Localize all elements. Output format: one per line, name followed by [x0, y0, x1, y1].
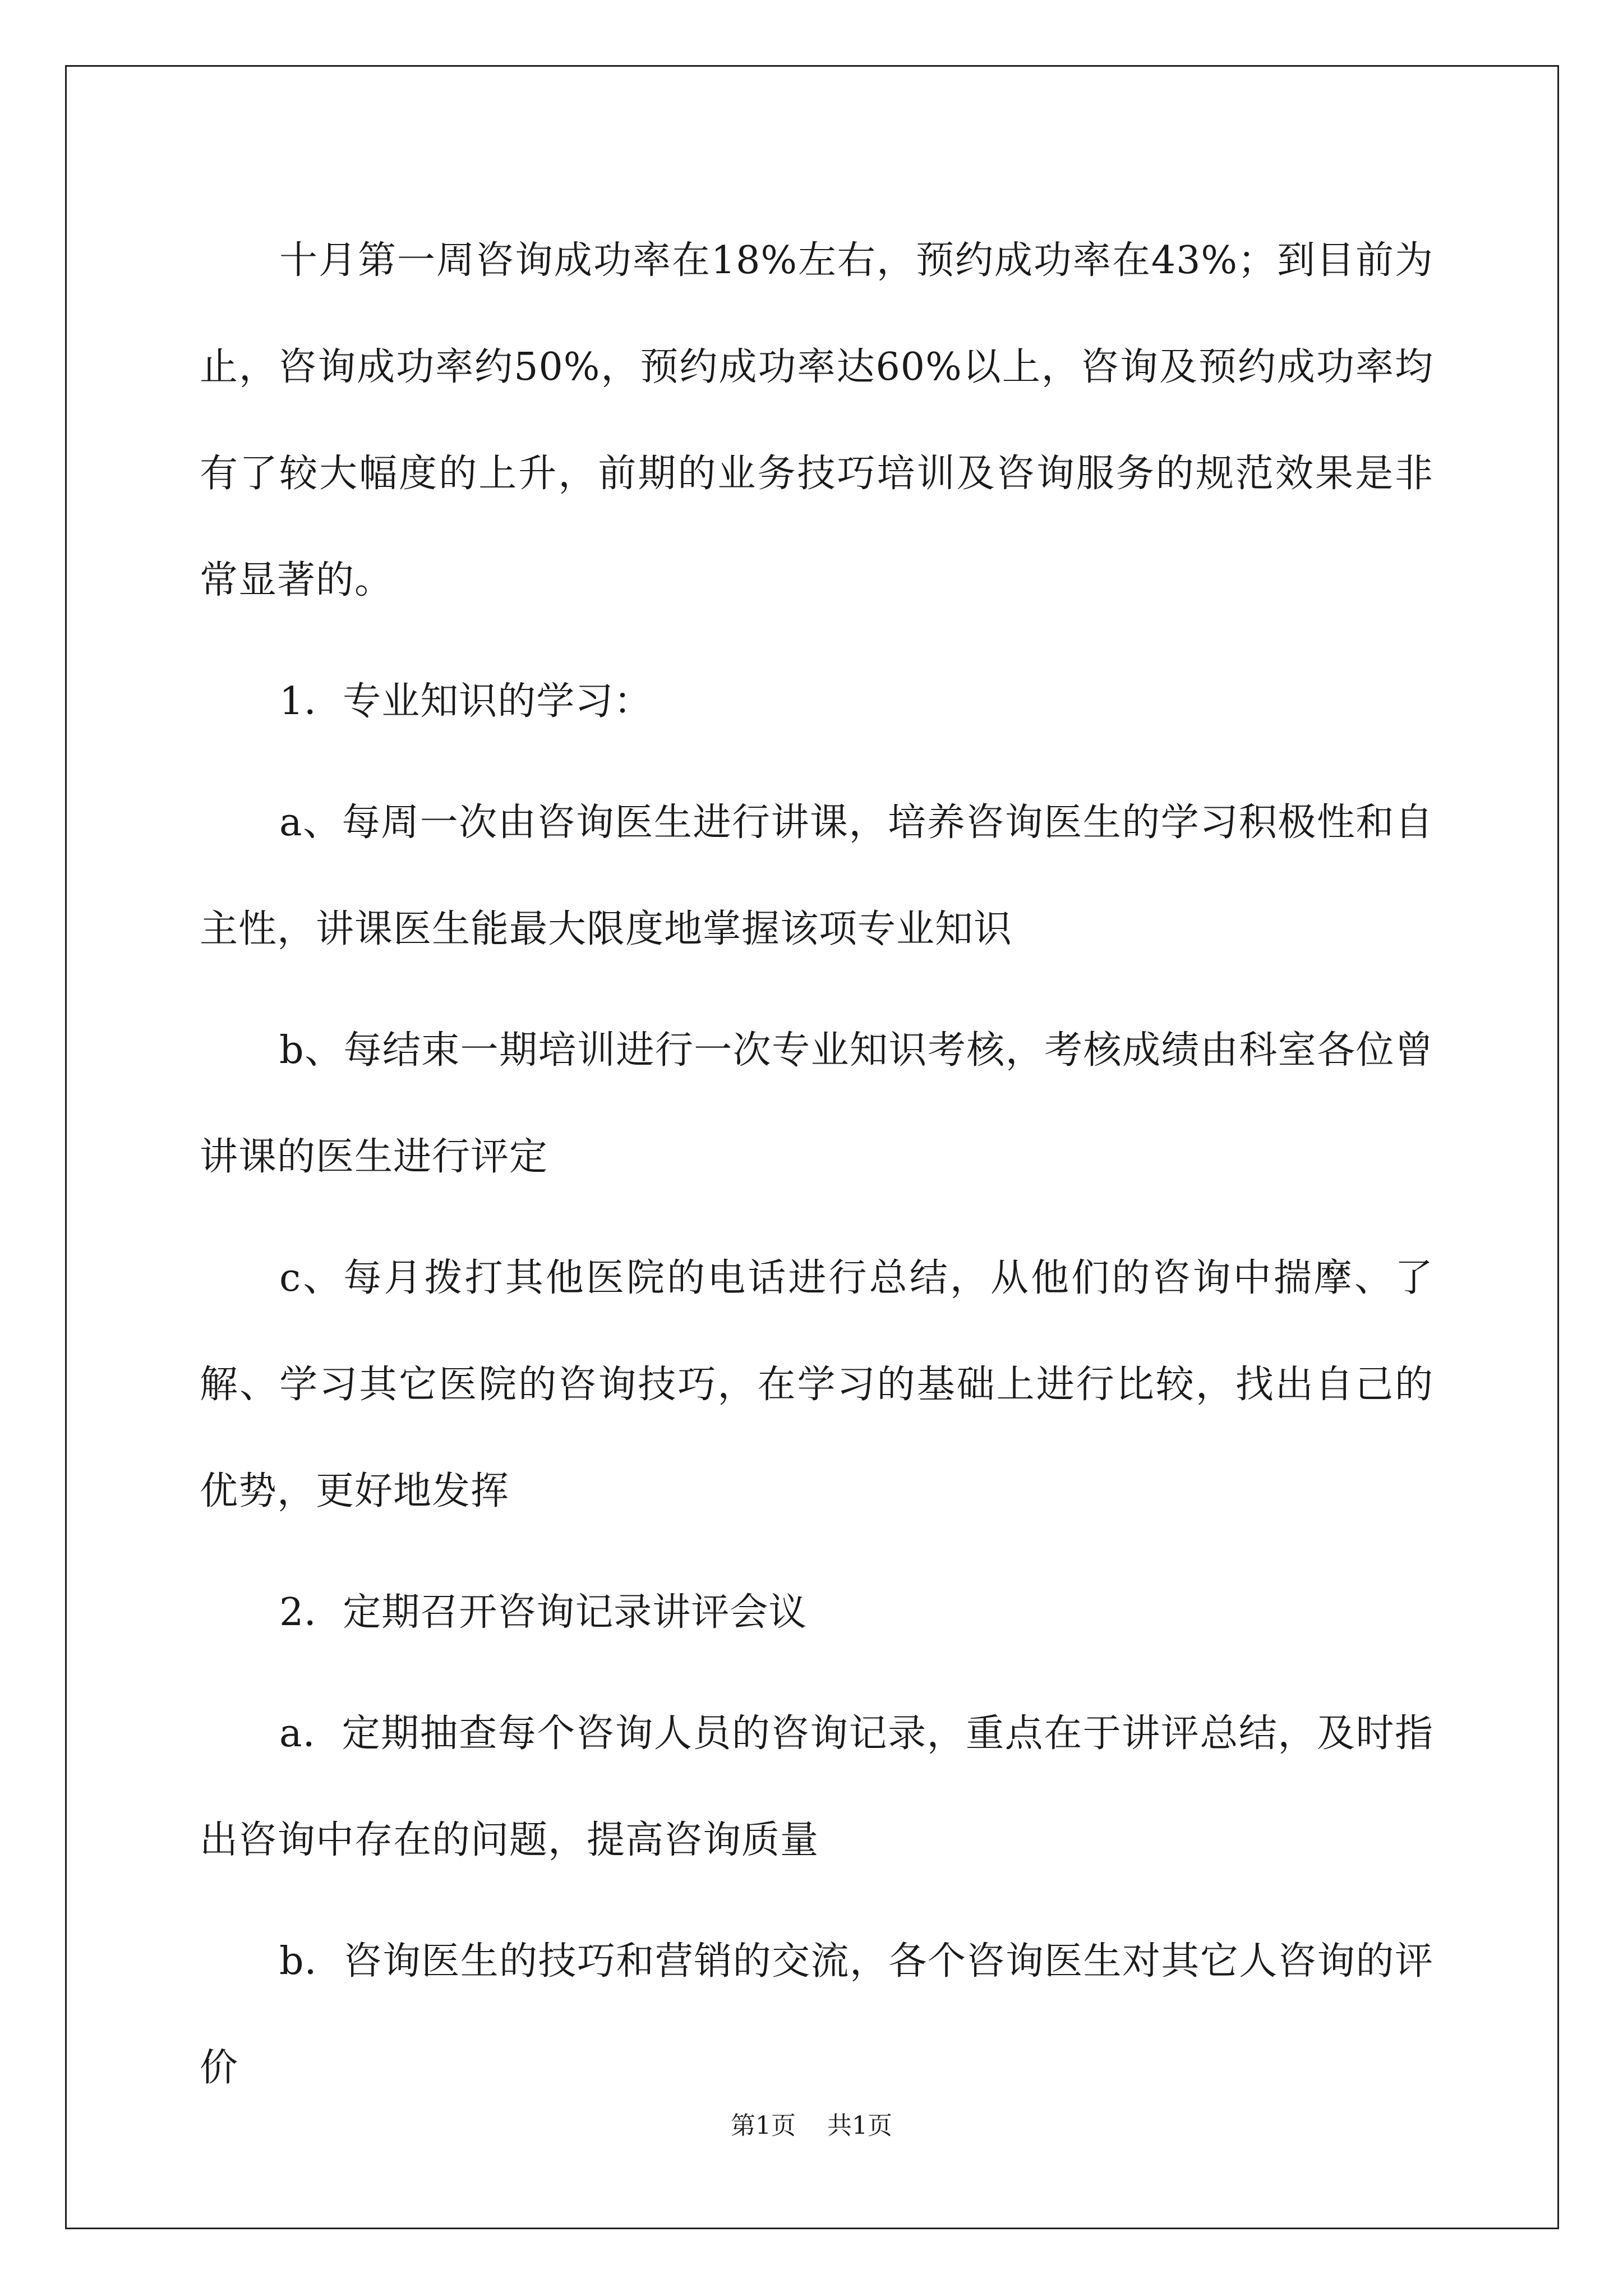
- heading-review-meeting: 2．定期召开咨询记录讲评会议: [279, 1590, 808, 1635]
- paragraph-item-b: b、每结束一期培训进行一次专业知识考核，考核成绩由科室各位曾讲课的医生进行评定: [200, 1028, 1433, 1179]
- paragraph-summary: 十月第一周咨询成功率在18%左右，预约成功率在43%；到目前为止，咨询成功率约50%，预约成功率达60%以上，咨询及预约成功率均有了较大幅度的上升，前期的业务技巧培训及咨询服务的规范效果是非常显著的。: [200, 238, 1433, 602]
- paragraph-review-a: a．定期抽查每个咨询人员的咨询记录，重点在于讲评总结，及时指出咨询中存在的问题，提高咨询质量: [200, 1711, 1433, 1862]
- heading-professional-learning: 1．专业知识的学习：: [279, 679, 653, 724]
- document-body: [200, 208, 1433, 2136]
- page-footer: [0, 2109, 1623, 2143]
- page-number-total: 共1页: [827, 2111, 892, 2140]
- page-number-current: 第1页: [731, 2111, 796, 2140]
- paragraph-review-b: b．咨询医生的技巧和营销的交流，各个咨询医生对其它人咨询的评价: [200, 1939, 1433, 2090]
- paragraph-item-c: c、每月拨打其他医院的电话进行总结，从他们的咨询中揣摩、了解、学习其它医院的咨询技巧，在学习的基础上进行比较，找出自己的优势，更好地发挥: [200, 1256, 1433, 1513]
- paragraph-item-a: a、每周一次由咨询医生进行讲课，培养咨询医生的学习积极性和自主性，讲课医生能最大限度地掌握该项专业知识: [200, 800, 1433, 951]
